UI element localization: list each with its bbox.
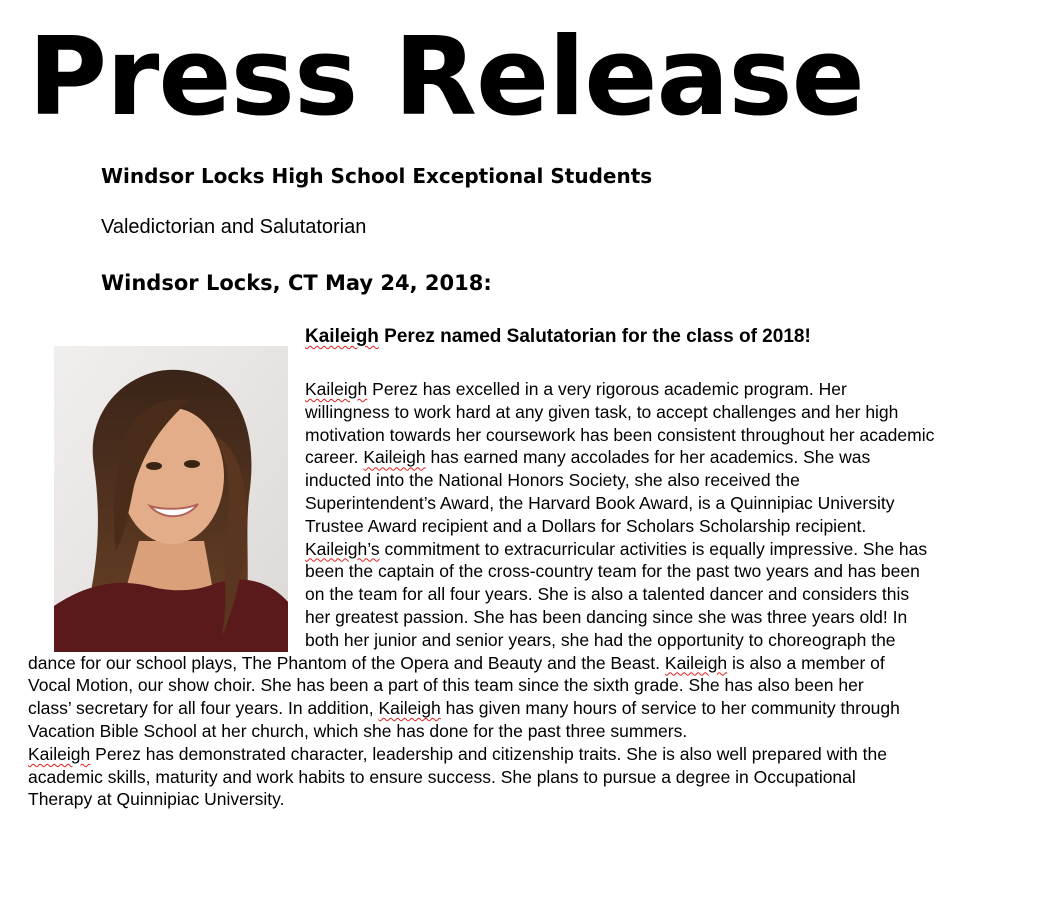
- body-line: [28, 378, 1028, 401]
- document-subheading: Valedictorian and Salutatorian: [101, 216, 367, 238]
- document-heading: Windsor Locks High School Exceptional Students: [101, 164, 653, 188]
- article-title-rest: Perez named Salutatorian for the class of 2018!: [378, 326, 811, 347]
- body-text-segment: is also a member of: [727, 652, 885, 673]
- body-line: Superintendent’s Award, the Harvard Book Award, is a Quinnipiac University: [305, 492, 895, 513]
- misspelled-name: Kaileigh: [305, 379, 368, 399]
- misspelled-name: Kaileigh: [378, 698, 441, 719]
- misspelled-name: Kaileigh’s: [305, 538, 380, 559]
- body-line: [28, 446, 1028, 469]
- misspelled-name: Kaileigh: [305, 326, 379, 347]
- body-line: Vocal Motion, our show choir. She has been a part of this team since the sixth grade. She has also been her: [28, 675, 864, 696]
- body-line: Vacation Bible School at her church, which she has done for the past three summers.: [28, 720, 688, 741]
- page-title: Press Release: [28, 15, 864, 140]
- body-text-segment: has earned many accolades for her academics. She was: [425, 447, 871, 468]
- body-line: [28, 652, 1028, 675]
- body-line: [28, 743, 1028, 766]
- article-title: [305, 326, 811, 348]
- article-body: [28, 378, 1028, 811]
- body-line: been the captain of the cross-country team for the past two years and has been: [305, 561, 920, 582]
- body-line: Therapy at Quinnipiac University.: [28, 789, 285, 810]
- body-text-segment: has given many hours of service to her community through: [440, 698, 900, 719]
- body-line: Trustee Award recipient and a Dollars for Scholars Scholarship recipient.: [305, 515, 867, 536]
- misspelled-name: Kaileigh: [664, 652, 728, 673]
- body-line: motivation towards her coursework has been consistent throughout her academic: [305, 424, 935, 445]
- body-text-segment: Perez has demonstrated character, leadership and citizenship traits. She is also well prepared with the: [90, 743, 887, 764]
- body-line: her greatest passion. She has been dancing since she was three years old! In: [305, 606, 908, 627]
- body-text-segment: dance for our school plays, The Phantom of the Opera and Beauty and the Beast.: [28, 652, 665, 673]
- body-line: on the team for all four years. She is also a talented dancer and considers this: [305, 584, 910, 605]
- body-text-segment: Perez has excelled in a very rigorous academic program. Her: [367, 379, 847, 399]
- body-text-segment: career.: [305, 447, 364, 468]
- body-line: inducted into the National Honors Society, she also received the: [305, 470, 800, 491]
- misspelled-name: Kaileigh: [28, 743, 91, 764]
- body-line: [28, 697, 1028, 720]
- body-text-segment: class’ secretary for all four years. In addition,: [28, 698, 379, 719]
- body-line: academic skills, maturity and work habits to ensure success. She plans to pursue a degree in Occupational: [28, 766, 856, 787]
- misspelled-name: Kaileigh: [363, 447, 426, 468]
- body-line: both her junior and senior years, she had the opportunity to choreograph the: [305, 629, 896, 650]
- dateline: Windsor Locks, CT May 24, 2018:: [101, 271, 492, 295]
- body-line: [28, 538, 1028, 561]
- body-line: willingness to work hard at any given task, to accept challenges and her high: [305, 401, 899, 422]
- body-text-segment: commitment to extracurricular activities is equally impressive. She has: [379, 538, 928, 559]
